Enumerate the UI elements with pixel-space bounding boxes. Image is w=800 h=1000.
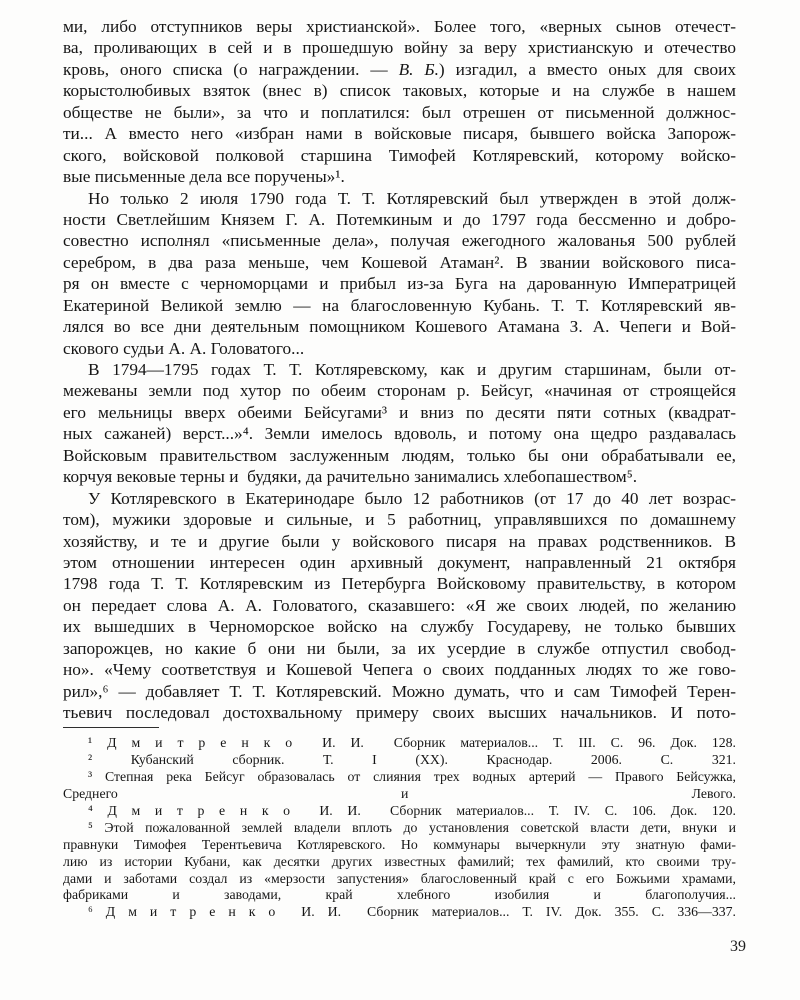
text-line: совестно исполнял «письменные дела», получая ежегодного жалованья 500 рублей [63,231,736,251]
footnote-line: правнуки Тимофея Терентьевича Котляревского. Но коммунары вычеркнули эту знатную фами- [63,836,736,852]
page-number: 39 [730,938,746,956]
footnotes-block [63,735,736,921]
text-line: ря он вместе с черноморцами и прибыл из-за Буга на дарованную Императрицей [63,274,736,294]
text-line: ти... А вместо него «избран нами в войсковые писаря, бывшего войска Запорож- [63,124,736,144]
text-line: но». «Чему соответствуя и Кошевой Чепега о своих подданных людях то же гово- [63,660,736,680]
text-line: Екатериной Великой землю — на благословенную Кубань. Т. Т. Котляревский яв- [63,295,736,315]
text-line: хозяйству, и те и другие были у войскового писаря на правах родственников. В [63,531,736,551]
text-line: том), мужики здоровые и сильные, и 5 работниц, управлявшихся по домашнему [63,510,736,530]
paragraph-2 [63,188,736,360]
text-line: ского, войсковой полковой старшина Тимофей Котляревский, которому войско- [63,145,736,165]
footnote-2 [63,752,736,769]
text-line: корчуя вековые терны и будяки, да рачительно занимались хлебопашеством⁵. [63,467,638,487]
footnote-separator [63,727,159,728]
text-segment: кровь, оного списка (о награждении. — [63,59,399,79]
footnote-line: лию из истории Кубани, как десятки других известных фамилий; тех фамилий, кто своими тру- [63,853,736,869]
text-line: ми, либо отступников веры христианской». Более того, «верных сынов отечест- [63,17,736,36]
paragraph-3 [63,359,736,488]
footnote-line: ⁶ Д м и т р е н к о И. И. Сборник материалов... Т. IV. Док. 355. С. 336—337. [88,904,736,920]
text-line: этом отношении интересен один архивный документ, направленный 21 октября [63,552,736,572]
editor-initials-italic: В. Б. [398,59,439,79]
text-line: В 1794—1795 годах Т. Т. Котляревскому, как и другим старшинам, были от- [88,360,736,379]
text-line: тьевич последовал достохвальному примеру своих высших начальников. И пото- [63,703,736,722]
footnote-5 [63,820,736,904]
text-line: обществе не были», за что и поплатился: был отрешен от письменной должнос- [63,102,736,122]
text-line: У Котляревского в Екатеринодаре было 12 работников (от 17 до 40 лет возрас- [88,488,736,508]
paragraph-1 [63,16,736,188]
text-line: Войсковым правительством заслуженным людям, только бы они обрабатывали ее, [63,445,736,465]
text-line: ности Светлейшим Князем Г. А. Потемкиным и до 1797 года бессменно и добро- [63,209,736,229]
text-line: вые письменные дела все поручены»¹. [63,167,345,187]
text-line: скового судьи А. А. Головатого... [63,338,305,358]
text-line: их вышедших в Черноморское войско на службу Государеву, не только бывших [63,617,736,637]
footnote-line: ¹ Д м и т р е н к о И. И. Сборник материалов... Т. III. С. 96. Док. 128. [88,735,736,751]
text-line: ных сажаней) верст...»⁴. Земли имелось вдоволь, и потому она щедро раздавалась [63,424,736,444]
paragraph-4 [63,488,736,724]
footnote-1 [63,735,736,752]
text-line: его мельницы вверх обеими Бейсугами³ и вниз по десяти пяти сотных (квадрат- [63,402,736,422]
text-line: ва, проливающих в сей и в прошедшую войну за веру христианскую и отечество [63,38,736,58]
text-line: серебром, в два раза меньше, чем Кошевой Атаман². В звании войскового писа- [63,252,736,272]
text-line: Но только 2 июля 1790 года Т. Т. Котляревский был утвержден в этой долж- [88,188,736,208]
text-line: корыстолюбивых взяток (внес в) список таковых, которые и на службе в нашем [63,81,736,101]
text-line: запорожцев, но какие б они ни были, за их усердие в службе отпустил свобод- [63,638,736,658]
footnote-line: фабриками и заводами, край хлебного изобилия и благополучия... [63,887,736,903]
text-segment: ) изгадил, а вместо оных для своих [438,59,736,79]
text-line: 1798 года Т. Т. Котляревским из Петербурга Войсковому правительству, в котором [63,574,736,594]
text-line: он передает слова А. А. Головатого, сказавшего: «Я же своих людей, по желанию [63,595,736,615]
footnote-line: дами и заботами создал из «мерзости запустения» благословенный край с его Божьими храмами, [63,870,736,886]
text-line: лялся во все дни деятельным помощником Кошевого Атамана З. А. Чепеги и Вой- [63,317,736,337]
footnote-4 [63,803,736,820]
footnote-line: ³ Степная река Бейсуг образовалась от слияния трех водных артерий — Правого Бейсужка, [88,769,736,785]
footnote-line: Среднего и Левого. [63,786,736,802]
footnote-3 [63,769,736,803]
footnote-6 [63,904,736,921]
footnote-line: ² Кубанский сборник. Т. I (XX). Краснодар. 2006. С. 321. [88,752,736,768]
text-line: рил»,⁶ — добавляет Т. Т. Котляревский. Можно думать, что и сам Тимофей Терен- [63,681,736,701]
footnote-line: ⁴ Д м и т р е н к о И. И. Сборник материалов... Т. IV. С. 106. Док. 120. [88,803,736,818]
text-line: межеваны земли под хутор по обеим сторонам р. Бейсуг, «начиная от строящейся [63,381,736,401]
footnote-line: ⁵ Этой пожалованной землей владели вплоть до установления советской власти дети, внуки и [88,819,736,835]
text-line [63,59,736,80]
page-body [63,16,736,723]
